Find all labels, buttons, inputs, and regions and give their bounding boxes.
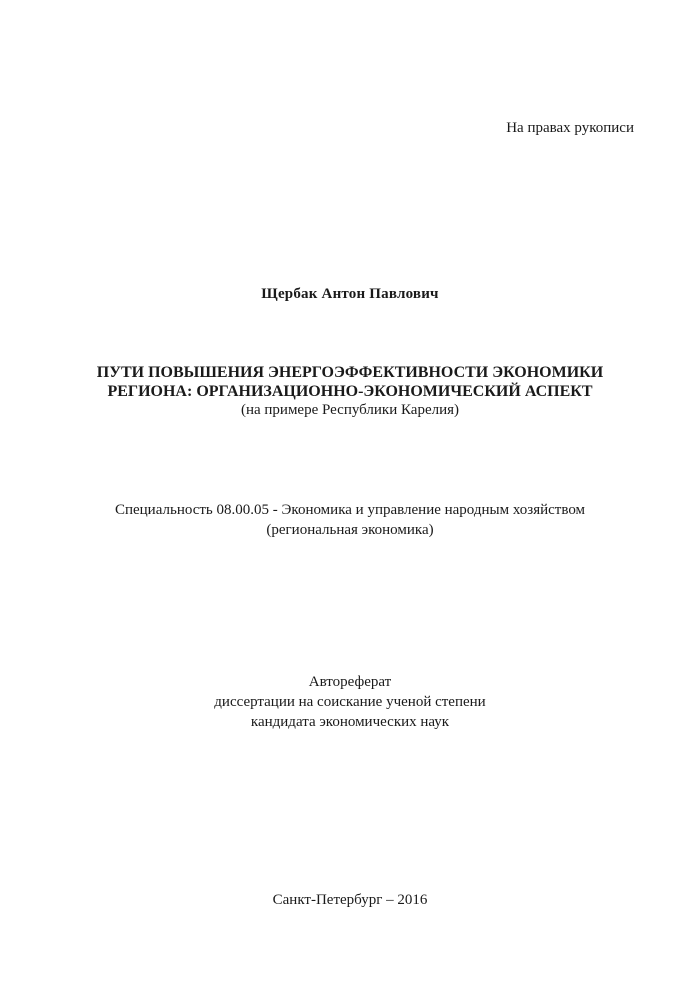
rights-note: На правах рукописи: [506, 120, 634, 136]
dissertation-title: [0, 363, 700, 420]
specialty-block: [0, 500, 700, 540]
specialty-line-1: Специальность 08.00.05 - Экономика и управление народным хозяйством: [114, 502, 586, 518]
abstract-line-1: Автореферат: [308, 674, 392, 690]
abstract-line-2: диссертации на соискание ученой степени: [214, 694, 486, 710]
title-subtitle: (на примере Республики Карелия): [240, 402, 460, 418]
abstract-line-3: кандидата экономических наук: [250, 714, 450, 730]
title-line-1: ПУТИ ПОВЫШЕНИЯ ЭНЕРГОЭФФЕКТИВНОСТИ ЭКОНОМИКИ: [96, 364, 604, 381]
author-name: Щербак Антон Павлович: [261, 286, 439, 302]
abstract-block: [0, 672, 700, 732]
specialty-line-2: (региональная экономика): [266, 522, 434, 538]
city-year: Санкт-Петербург – 2016: [272, 892, 428, 908]
title-line-2: РЕГИОНА: ОРГАНИЗАЦИОННО-ЭКОНОМИЧЕСКИЙ АСПЕКТ: [107, 383, 593, 400]
